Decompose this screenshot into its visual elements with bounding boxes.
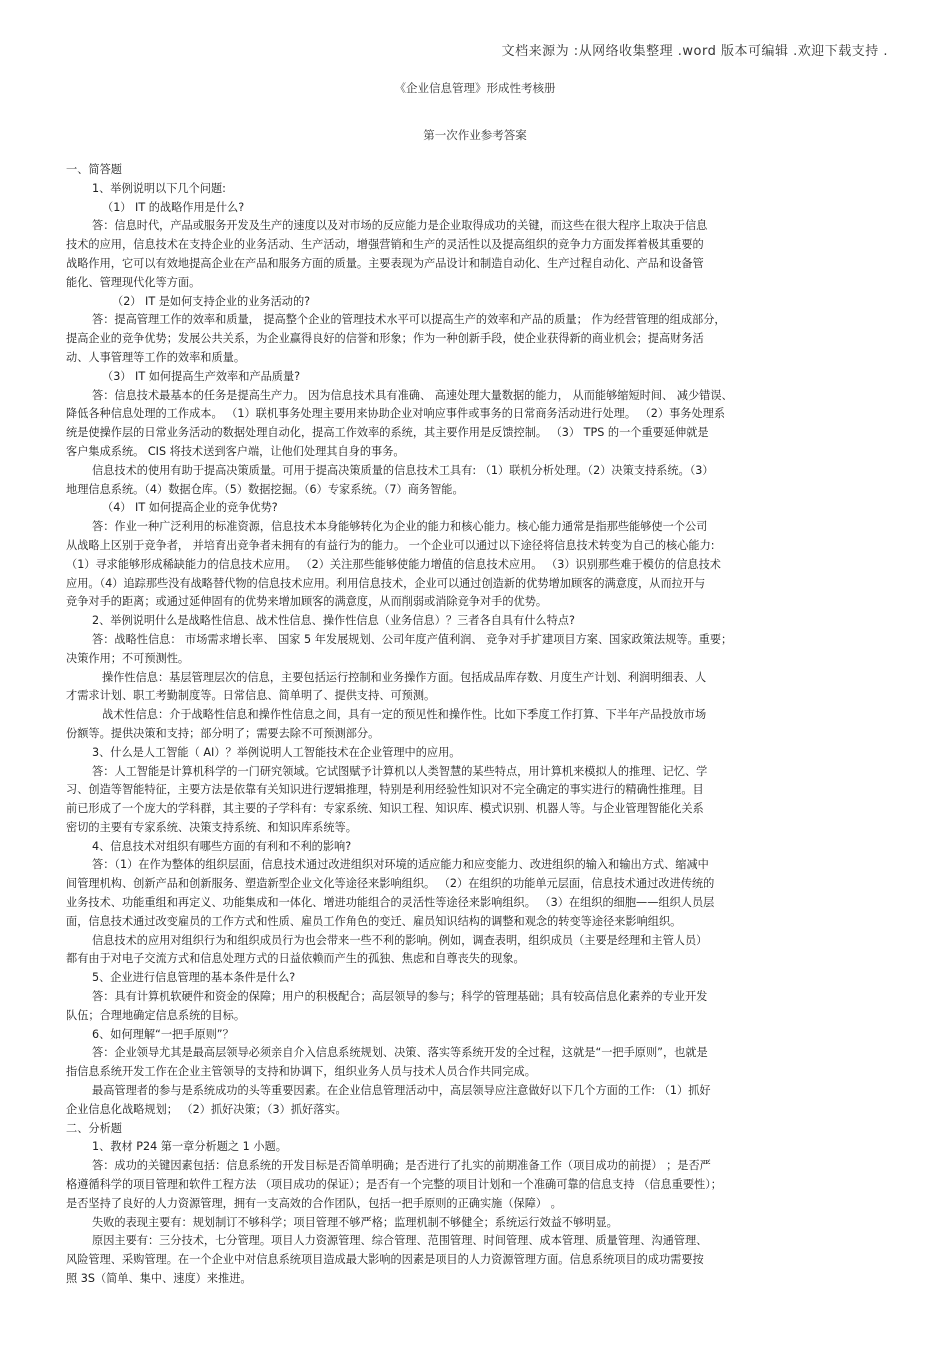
text-line: 答：企业领导尤其是最高层领导必须亲自介入信息系统规划、决策、落实等系统开发的全过程，这就是“一把手原则”，也就是 (92, 1046, 708, 1060)
document-subtitle: 第一次作业参考答案 (423, 128, 527, 142)
text-line: 2、举例说明什么是战略性信息、战术性信息、操作性信息（业务信息）？三者各自具有什么特点? (92, 614, 575, 628)
text-line: 失败的表现主要有：规划制订不够科学；项目管理不够严格；监理机制不够健全；系统运行效益不够明显。 (92, 1215, 618, 1229)
text-line: 动、人事管理等工作的效率和质量。 (66, 350, 246, 364)
text-line: 份额等。提供决策和支持；部分明了；需要去除不可预测部分。 (66, 726, 380, 740)
text-line: 4、信息技术对组织有哪些方面的有利和不利的影响? (92, 839, 352, 853)
text-line: 是否坚持了良好的人力资源管理，拥有一支高效的合作团队，包括一把手原则的正确实施（保障） 。 (66, 1196, 562, 1210)
text-line: 提高企业的竞争优势；发展公共关系，为企业赢得良好的信誉和形象；作为一种创新手段，使企业获得新的商业机会；提高财务活 (66, 332, 704, 346)
text-line: 技术的应用，信息技术在支持企业的业务活动、生产活动，增强营销和生产的灵活性以及提高组织的竞争力方面发挥着极其重要的 (66, 238, 704, 252)
text-line: 应用。（4）追踪那些没有战略替代物的信息技术应用。利用信息技术，企业可以通过创造新的优势增加顾客的满意度，从而拉开与 (66, 576, 706, 590)
text-line: （2） IT 是如何支持企业的业务活动的? (112, 294, 311, 308)
text-line: 都有由于对电子交流方式和信息处理方式的日益依赖而产生的孤独、焦虑和自尊丧失的现象。 (66, 952, 525, 966)
text-line: 操作性信息：基层管理层次的信息，主要包括运行控制和业务操作方面。包括成品库存数、月度生产计划、利润明细表、人 (102, 670, 707, 684)
text-line: 信息技术的应用对组织行为和组织成员行为也会带来一些不利的影响。例如，调查表明，组织成员（主要是经理和主管人员） (92, 933, 708, 947)
text-line: 统是使操作层的日常业务活动的数据处理自动化，提高工作效率的系统，其主要作用是反馈控制。 （3） TPS 的一个重要延伸就是 (66, 426, 709, 440)
text-line: 战略作用，它可以有效地提高企业在产品和服务方面的质量。主要表现为产品设计和制造自动化、生产过程自动化、产品和设备管 (66, 256, 704, 270)
text-line: 答：信息技术最基本的任务是提高生产力。 因为信息技术具有准确、 高速处理大量数据的能力， 从而能够缩短时间、 减少错误、 (92, 388, 733, 402)
text-line: 地理信息系统。（4）数据仓库。（5）数据挖掘。（6）专家系统。（7）商务智能。 (66, 482, 464, 496)
text-line: 战术性信息：介于战略性信息和操作性信息之间，具有一定的预见性和操作性。比如下季度工作打算、下半年产品投放市场 (102, 708, 707, 722)
text-line: 业务技术、功能重组和再定义、功能集成和一体化、增进功能组合的灵活性等途径来影响组织。 （3）在组织的细胞——组织人员层 (66, 896, 715, 910)
source-note: 文档来源为 :从网络收集整理 .word 版本可编辑 .欢迎下载支持 . (501, 44, 888, 59)
text-line: 最高管理者的参与是系统成功的头等重要因素。在企业信息管理活动中，高层领导应注意做好以下几个方面的工作: （1）抓好 (92, 1084, 711, 1098)
text-line: 信息技术的使用有助于提高决策质量。可用于提高决策质量的信息技术工具有: （1）联机分析处理。（2）决策支持系统。（3） (92, 463, 714, 477)
text-line: 指信息系统开发工作在企业主管领导的支持和协调下，组织业务人员与技术人员合作共同完成。 (66, 1065, 536, 1079)
text-line: 间管理机构、创新产品和创新服务、塑造新型企业文化等途径来影响组织。 （2）在组织的功能单元层面，信息技术通过改进传统的 (66, 877, 715, 891)
text-line: 一、简答题 (66, 163, 122, 176)
text-line: 答：信息时代，产品或服务开发及生产的速度以及对市场的反应能力是企业取得成功的关键，而这些在很大程序上取决于信息 (92, 219, 708, 233)
text-line: 格遵循科学的项目管理和软件工程方法 （项目成功的保证）；是否有一个完整的项目计划和一个准确可靠的信息支持 （信息重要性）； (66, 1178, 722, 1192)
text-line: 5、企业进行信息管理的基本条件是什么? (92, 971, 296, 985)
text-line: 面，信息技术通过改变雇员的工作方式和性质、雇员工作角色的变迁、雇员知识结构的调整和观念的转变等途径来影响组织。 (66, 914, 682, 928)
text-line: （3） IT 如何提高生产效率和产品质量? (102, 369, 301, 383)
text-line: （4） IT 如何提高企业的竞争优势? (102, 501, 278, 515)
text-line: 才需求计划、职工考勤制度等。日常信息、简单明了、提供支持、可预测。 (66, 689, 436, 703)
text-line: 二、分析题 (66, 1121, 122, 1135)
text-line: 密切的主要有专家系统、决策支持系统、和知识库系统等。 (66, 820, 357, 834)
text-line: 队伍；合理地确定信息系统的目标。 (66, 1008, 246, 1022)
text-line: 照 3S（简单、集中、速度）来推进。 (66, 1272, 252, 1286)
text-line: （1） IT 的战略作用是什么? (102, 200, 245, 214)
text-line: 降低各种信息处理的工作成本。 （1）联机事务处理主要用来协助企业对响应事件或事务的日常商务活动进行处理。 （2）事务处理系 (66, 407, 726, 421)
text-line: 答：人工智能是计算机科学的一门研究领域。它试图赋予计算机以人类智慧的某些特点，用计算机来模拟人的推理、记忆、学 (92, 764, 708, 778)
text-line: 答：提高管理工作的效率和质量， 提高整个企业的管理技术水平可以提高生产的效率和产品的质量； 作为经营管理的组成部分， (92, 313, 726, 327)
text-line: 能化、管理现代化等方面。 (66, 275, 201, 289)
text-line: 风险管理、采购管理。在一个企业中对信息系统项目造成最大影响的因素是项目的人力资源管理方面。信息系统项目的成功需要按 (66, 1253, 704, 1267)
text-line: 1、教材 P24 第一章分析题之 1 小题。 (92, 1140, 287, 1154)
document-title: 《企业信息管理》形成性考核册 (394, 81, 556, 95)
text-line: （1）寻求能够形成稀缺能力的信息技术应用。 （2）关注那些能够使能力增值的信息技术应用。 （3）识别那些难于模仿的信息技术 (66, 557, 721, 571)
document-body (66, 161, 888, 1289)
text-line: 从战略上区别于竞争者， 并培育出竞争者未拥有的有益行为的能力。 一个企业可以通过以下途径将信息技术转变为自己的核心能力: (66, 538, 715, 552)
text-line: 竞争对手的距离；或通过延伸固有的优势来增加顾客的满意度，从而削弱或消除竞争对手的优势。 (66, 595, 548, 609)
text-line: 习、创造等智能特征，主要方法是依靠有关知识进行逻辑推理，特别是利用经验性知识对不完全确定的事实进行的精确性推理。目 (66, 783, 704, 797)
text-line: 答：战略性信息： 市场需求增长率、 国家 5 年发展规划、公司年度产值利润、 竞争对手扩建项目方案、国家政策法规等。重要； (92, 632, 733, 646)
text-line: 答：具有计算机软硬件和资金的保障；用户的积极配合；高层领导的参与；科学的管理基础；具有较高信息化素养的专业开发 (92, 990, 708, 1004)
text-line: 答：（1）在作为整体的组织层面，信息技术通过改进组织对环境的适应能力和应变能力、改进组织的输入和输出方式、缩减中 (92, 858, 709, 872)
text-line: 1、举例说明以下几个问题: (92, 181, 226, 195)
text-line: 答：成功的关键因素包括：信息系统的开发目标是否简单明确；是否进行了扎实的前期准备工作（项目成功的前提） ；是否严 (92, 1159, 711, 1173)
text-line: 3、什么是人工智能（ AI）？举例说明人工智能技术在企业管理中的应用。 (92, 745, 461, 759)
text-line: 客户集成系统。 CIS 将技术送到客户端，让他们处理其自身的事务。 (66, 444, 405, 458)
text-line: 决策作用；不可预测性。 (66, 651, 190, 665)
text-line: 答：作业一种广泛利用的标准资源，信息技术本身能够转化为企业的能力和核心能力。核心能力通常是指那些能够使一个公司 (92, 520, 708, 534)
text-line: 企业信息化战略规划； （2）抓好决策；（3）抓好落实。 (66, 1102, 347, 1116)
text-line: 6、如何理解“一把手原则”？ (92, 1027, 234, 1041)
text-line: 原因主要有：三分技术，七分管理。项目人力资源管理、综合管理、范围管理、时间管理、成本管理、质量管理、沟通管理、 (92, 1234, 708, 1248)
text-line: 前已形成了一个庞大的学科群，其主要的子学科有：专家系统、知识工程、知识库、模式识别、机器人等。与企业管理智能化关系 (66, 802, 704, 816)
